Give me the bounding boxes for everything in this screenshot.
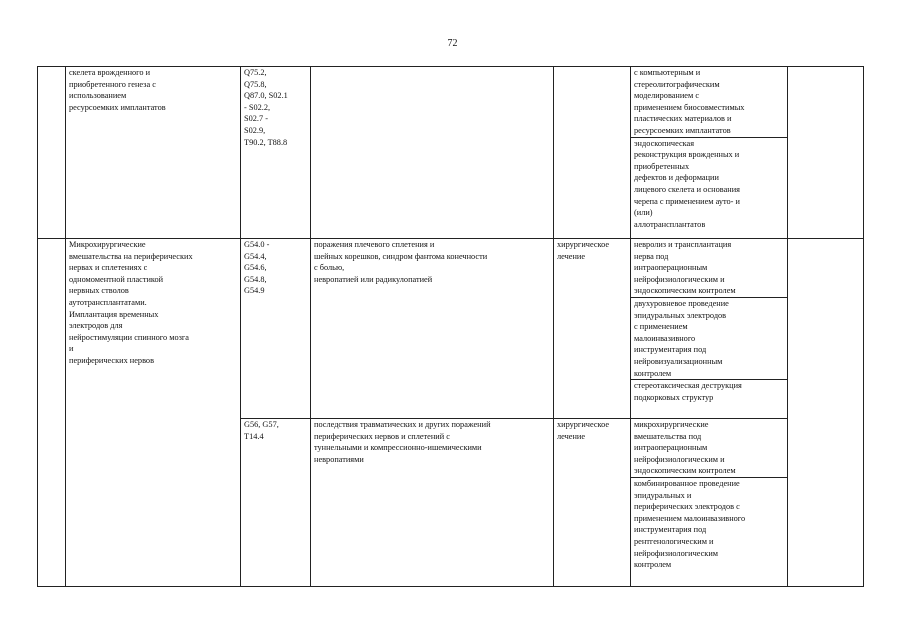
patient-model: поражения плечевого сплетения и шейных корешков, синдром фантома конечности с болью, невропатией или радикулопатией [314, 240, 488, 284]
treatment-methods-cell [631, 239, 788, 419]
patient-model-cell [311, 419, 554, 587]
treatment-method: с компьютерным и стереолитографическим моделированием с применением биосовместимых пластических материалов и ресурсоемких имплантатов [631, 67, 787, 138]
icd-codes-cell [241, 419, 311, 587]
index-cell [38, 239, 66, 587]
cost-cell [788, 239, 864, 587]
table-row [38, 239, 864, 419]
treatment-type-cell [554, 67, 631, 239]
icd-codes-cell [241, 239, 311, 419]
medical-care-table [37, 66, 864, 587]
intervention-name: скелета врожденного и приобретенного генеза с использованием ресурсоемких имплантатов [69, 68, 166, 112]
cost-cell [788, 67, 864, 239]
intervention-name: Микрохирургические вмешательства на периферических нервах и сплетениях с одномоментной пластикой нервных стволов аутотрансплантатами. Имплантация временных электродов для нейростимуляции спинного мозга и периферических нервов [69, 240, 193, 365]
treatment-methods-cell [631, 419, 788, 587]
intervention-name-cell [66, 67, 241, 239]
treatment-type-cell [554, 419, 631, 587]
icd-codes: Q75.2, Q75.8, Q87.0, S02.1 - S02.2, S02.7 - S02.9, T90.2, T88.8 [244, 68, 288, 147]
intervention-name-cell [66, 239, 241, 587]
treatment-type: хирургическое лечение [557, 420, 610, 441]
treatment-method: эндоскопическая реконструкция врожденных и приобретенных дефектов и деформации лицевого скелета и основания черепа с применением ауто- и (или) аллотрансплантатов [634, 138, 740, 229]
patient-model: последствия травматических и других поражений периферических нервов и сплетений с туннельными и компрессионно-ишемическими невропатиями [314, 420, 491, 464]
treatment-method: микрохирургические вмешательства под интраоперационным нейрофизиологическим и эндоскопическим контролем [631, 419, 787, 478]
icd-codes-cell [241, 67, 311, 239]
treatment-type: хирургическое лечение [557, 240, 610, 261]
treatment-methods-cell [631, 67, 788, 239]
treatment-method: двухуровневое проведение эпидуральных электродов с применением малоинвазивного инструментария под нейровизуализационным контролем [631, 298, 787, 380]
icd-codes: G56, G57, T14.4 [244, 420, 279, 441]
patient-model-cell [311, 67, 554, 239]
treatment-method: стереотаксическая деструкция подкорковых структур [634, 381, 742, 402]
patient-model-cell [311, 239, 554, 419]
treatment-method: невролиз и трансплантация нерва под интраоперационным нейрофизиологическим и эндоскопическим контролем [631, 239, 787, 298]
index-cell [38, 67, 66, 239]
table-row [38, 67, 864, 239]
treatment-type-cell [554, 239, 631, 419]
icd-codes: G54.0 - G54.4, G54.6, G54.8, G54.9 [244, 240, 270, 296]
treatment-method: комбинированное проведение эпидуральных и периферических электродов с применением малоинвазивного инструментария под рентгенологическим и нейрофизиологическим контролем [634, 478, 746, 570]
page-number: 72 [447, 38, 458, 49]
